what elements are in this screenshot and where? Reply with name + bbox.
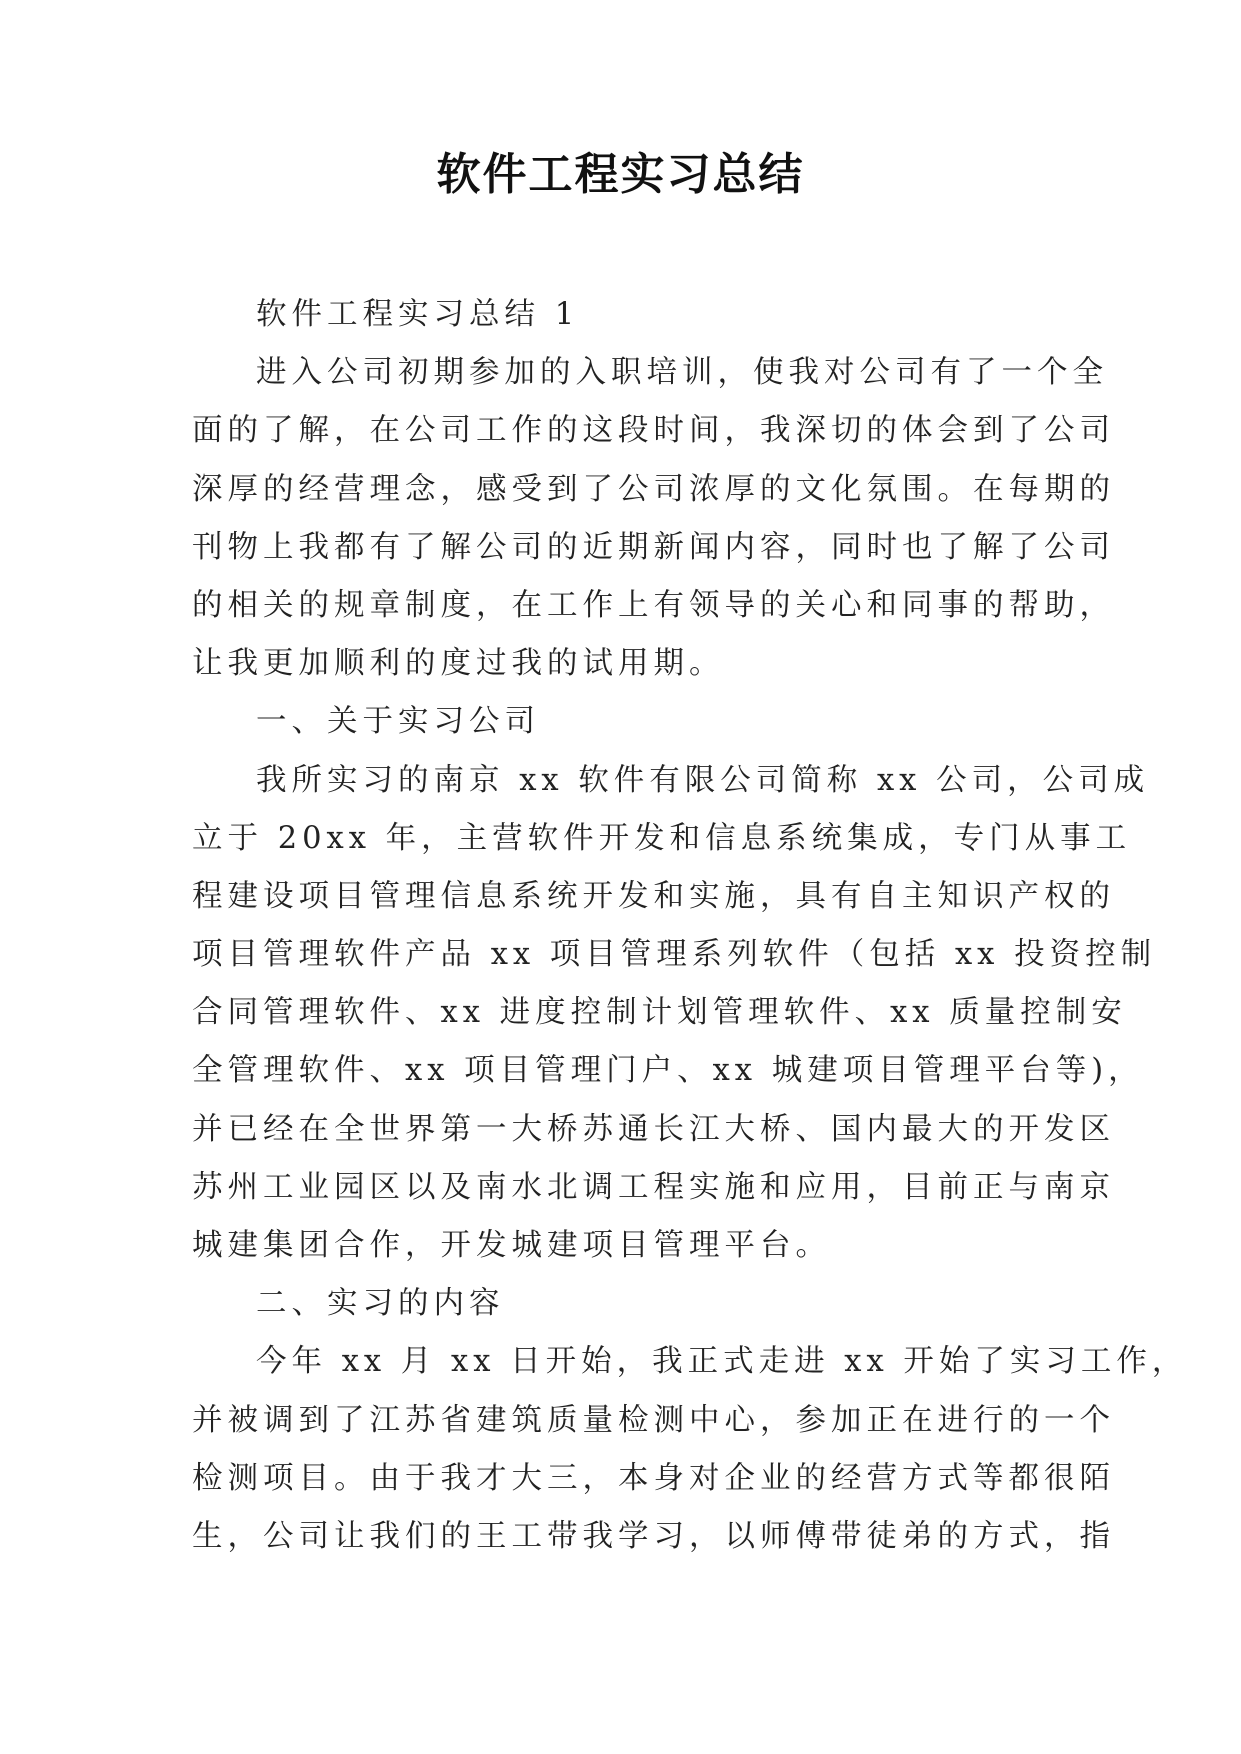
text-line: 并已经在全世界第一大桥苏通长江大桥、国内最大的开发区 (192, 1111, 1115, 1147)
text-line: 程建设项目管理信息系统开发和实施，具有自主知识产权的 (192, 878, 1115, 914)
document-body (192, 286, 1188, 1566)
text-line: 检测项目。由于我才大三，本身对企业的经营方式等都很陌 (192, 1460, 1115, 1496)
text-line: 面的了解，在公司工作的这段时间，我深切的体会到了公司 (192, 413, 1115, 449)
text-line: 刊物上我都有了解公司的近期新闻内容，同时也了解了公司 (192, 529, 1115, 565)
text-line: 的相关的规章制度，在工作上有领导的关心和同事的帮助， (192, 587, 1115, 623)
text-line: 一、关于实习公司 (256, 704, 540, 740)
text-line: 进入公司初期参加的入职培训，使我对公司有了一个全 (256, 355, 1108, 391)
text-line: 苏州工业园区以及南水北调工程实施和应用，目前正与南京 (192, 1169, 1115, 1205)
text-line: 并被调到了江苏省建筑质量检测中心，参加正在进行的一个 (192, 1402, 1115, 1438)
text-line: 立于 20xx 年，主营软件开发和信息系统集成，专门从事工 (192, 820, 1132, 856)
text-line: 合同管理软件、xx 进度控制计划管理软件、xx 质量控制安 (192, 995, 1127, 1031)
document-title: 软件工程实习总结 (436, 149, 805, 200)
text-line: 项目管理软件产品 xx 项目管理系列软件（包括 xx 投资控制 (192, 937, 1157, 973)
text-line: 软件工程实习总结 1 (256, 297, 580, 332)
text-line: 生，公司让我们的王工带我学习，以师傅带徒弟的方式，指 (192, 1518, 1115, 1554)
text-line: 我所实习的南京 xx 软件有限公司简称 xx 公司，公司成 (256, 762, 1150, 798)
text-line: 二、实习的内容 (256, 1286, 505, 1322)
text-line: 今年 xx 月 xx 日开始，我正式走进 xx 开始了实习工作， (256, 1344, 1188, 1380)
text-line: 城建集团合作，开发城建项目管理平台。 (192, 1228, 831, 1263)
text-line: 让我更加顺利的度过我的试用期。 (192, 646, 725, 682)
text-line: 全管理软件、xx 项目管理门户、xx 城建项目管理平台等)， (192, 1053, 1144, 1089)
text-line: 深厚的经营理念，感受到了公司浓厚的文化氛围。在每期的 (192, 471, 1115, 507)
